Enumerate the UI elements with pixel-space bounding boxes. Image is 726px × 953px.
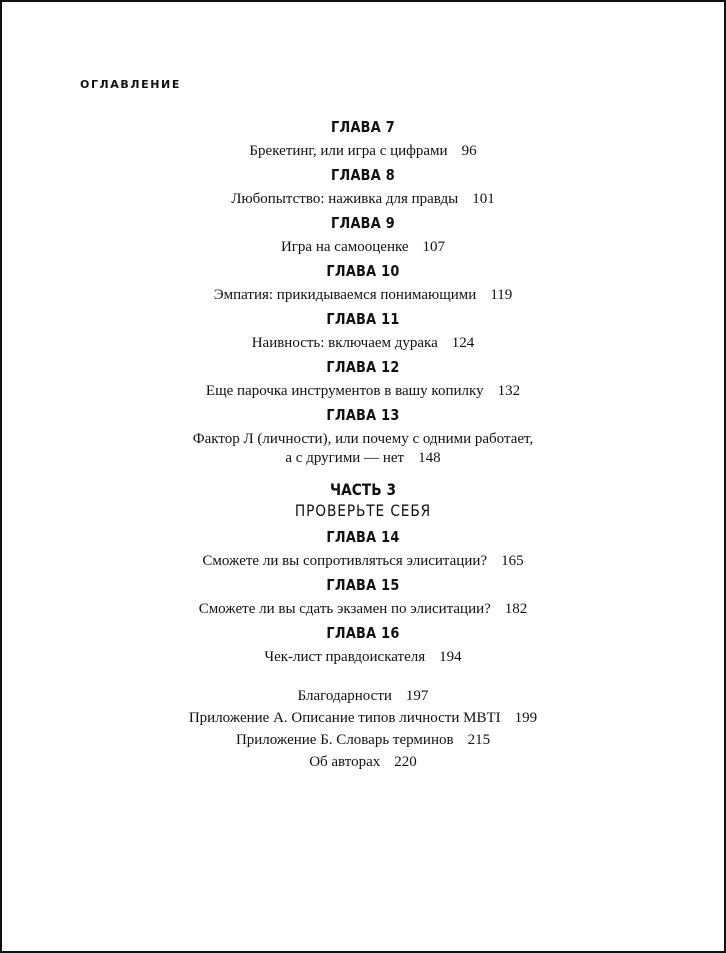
entry-title: Приложение А. Описание типов личности MBTI [188,710,501,726]
chapter-title: Наивность: включаем дурака [251,335,438,351]
chapter-label: ГЛАВА 13 [326,406,400,424]
chapter-label: ГЛАВА 11 [326,310,400,328]
toc-appendix-a[interactable] [2,707,724,729]
toc-appendix-b[interactable] [2,729,724,751]
chapter-title: Чек-лист правдоискателя [264,649,426,665]
chapter-title: Сможете ли вы сопротивляться элиситации? [202,553,488,569]
entry-title: Благодарности [297,688,392,704]
page-number: 124 [451,335,475,351]
page-number: 197 [405,688,429,704]
page-number: 220 [394,754,417,770]
toc-part-3[interactable] [2,480,724,522]
toc-chapter-8[interactable] [2,163,724,211]
toc-section-chapters-14-16 [2,525,724,669]
toc-chapter-16[interactable] [2,621,724,669]
chapter-title: Еще парочка инструментов в вашу копилку [205,383,484,399]
chapter-label: ГЛАВА 10 [326,262,400,280]
toc-chapter-10[interactable] [2,259,724,307]
chapter-title: Брекетинг, или игра с цифрами [249,143,448,159]
page-number: 215 [467,732,491,748]
toc-about-authors[interactable] [2,751,724,773]
toc-chapter-13[interactable] [2,403,724,468]
chapter-title-line-1: Фактор Л (личности), или почему с одними работает, [192,431,534,447]
page-number: 165 [501,553,524,569]
toc-chapter-7[interactable] [2,115,724,163]
toc-back-matter [2,685,724,773]
running-head: ОГЛАВЛЕНИЕ [80,78,181,91]
chapter-label: ГЛАВА 12 [326,358,400,376]
chapter-title: Игра на самооценке [280,239,409,255]
toc-chapter-12[interactable] [2,355,724,403]
toc-chapter-9[interactable] [2,211,724,259]
toc-section-chapters-7-12 [2,115,724,468]
chapter-label: ГЛАВА 8 [330,166,396,184]
entry-title: Об авторах [309,754,381,770]
page-number: 182 [504,601,528,617]
part-title: ПРОВЕРЬТЕ СЕБЯ [294,501,432,520]
chapter-title: Любопытство: наживка для правды [231,191,459,207]
chapter-title-line-2: а с другими — нет [285,450,405,466]
chapter-label: ГЛАВА 15 [326,576,400,594]
page-number: 148 [418,450,441,466]
chapter-title: Эмпатия: прикидываемся понимающими [213,287,477,303]
toc-acknowledgements[interactable] [2,685,724,707]
chapter-label: ГЛАВА 7 [330,118,396,136]
toc-chapter-14[interactable] [2,525,724,573]
page-number: 119 [490,287,513,303]
part-label: ЧАСТЬ 3 [329,480,397,499]
page-number: 199 [514,710,538,726]
page-number: 107 [422,239,446,255]
chapter-label: ГЛАВА 16 [326,624,400,642]
toc-chapter-11[interactable] [2,307,724,355]
page-number: 132 [497,383,521,399]
chapter-label: ГЛАВА 14 [326,528,400,546]
entry-title: Приложение Б. Словарь терминов [235,732,454,748]
page-number: 96 [461,143,477,159]
page-number: 101 [472,191,495,207]
toc-chapter-15[interactable] [2,573,724,621]
page-number: 194 [439,649,462,665]
chapter-label: ГЛАВА 9 [330,214,396,232]
chapter-title: Сможете ли вы сдать экзамен по элиситации? [198,601,491,617]
